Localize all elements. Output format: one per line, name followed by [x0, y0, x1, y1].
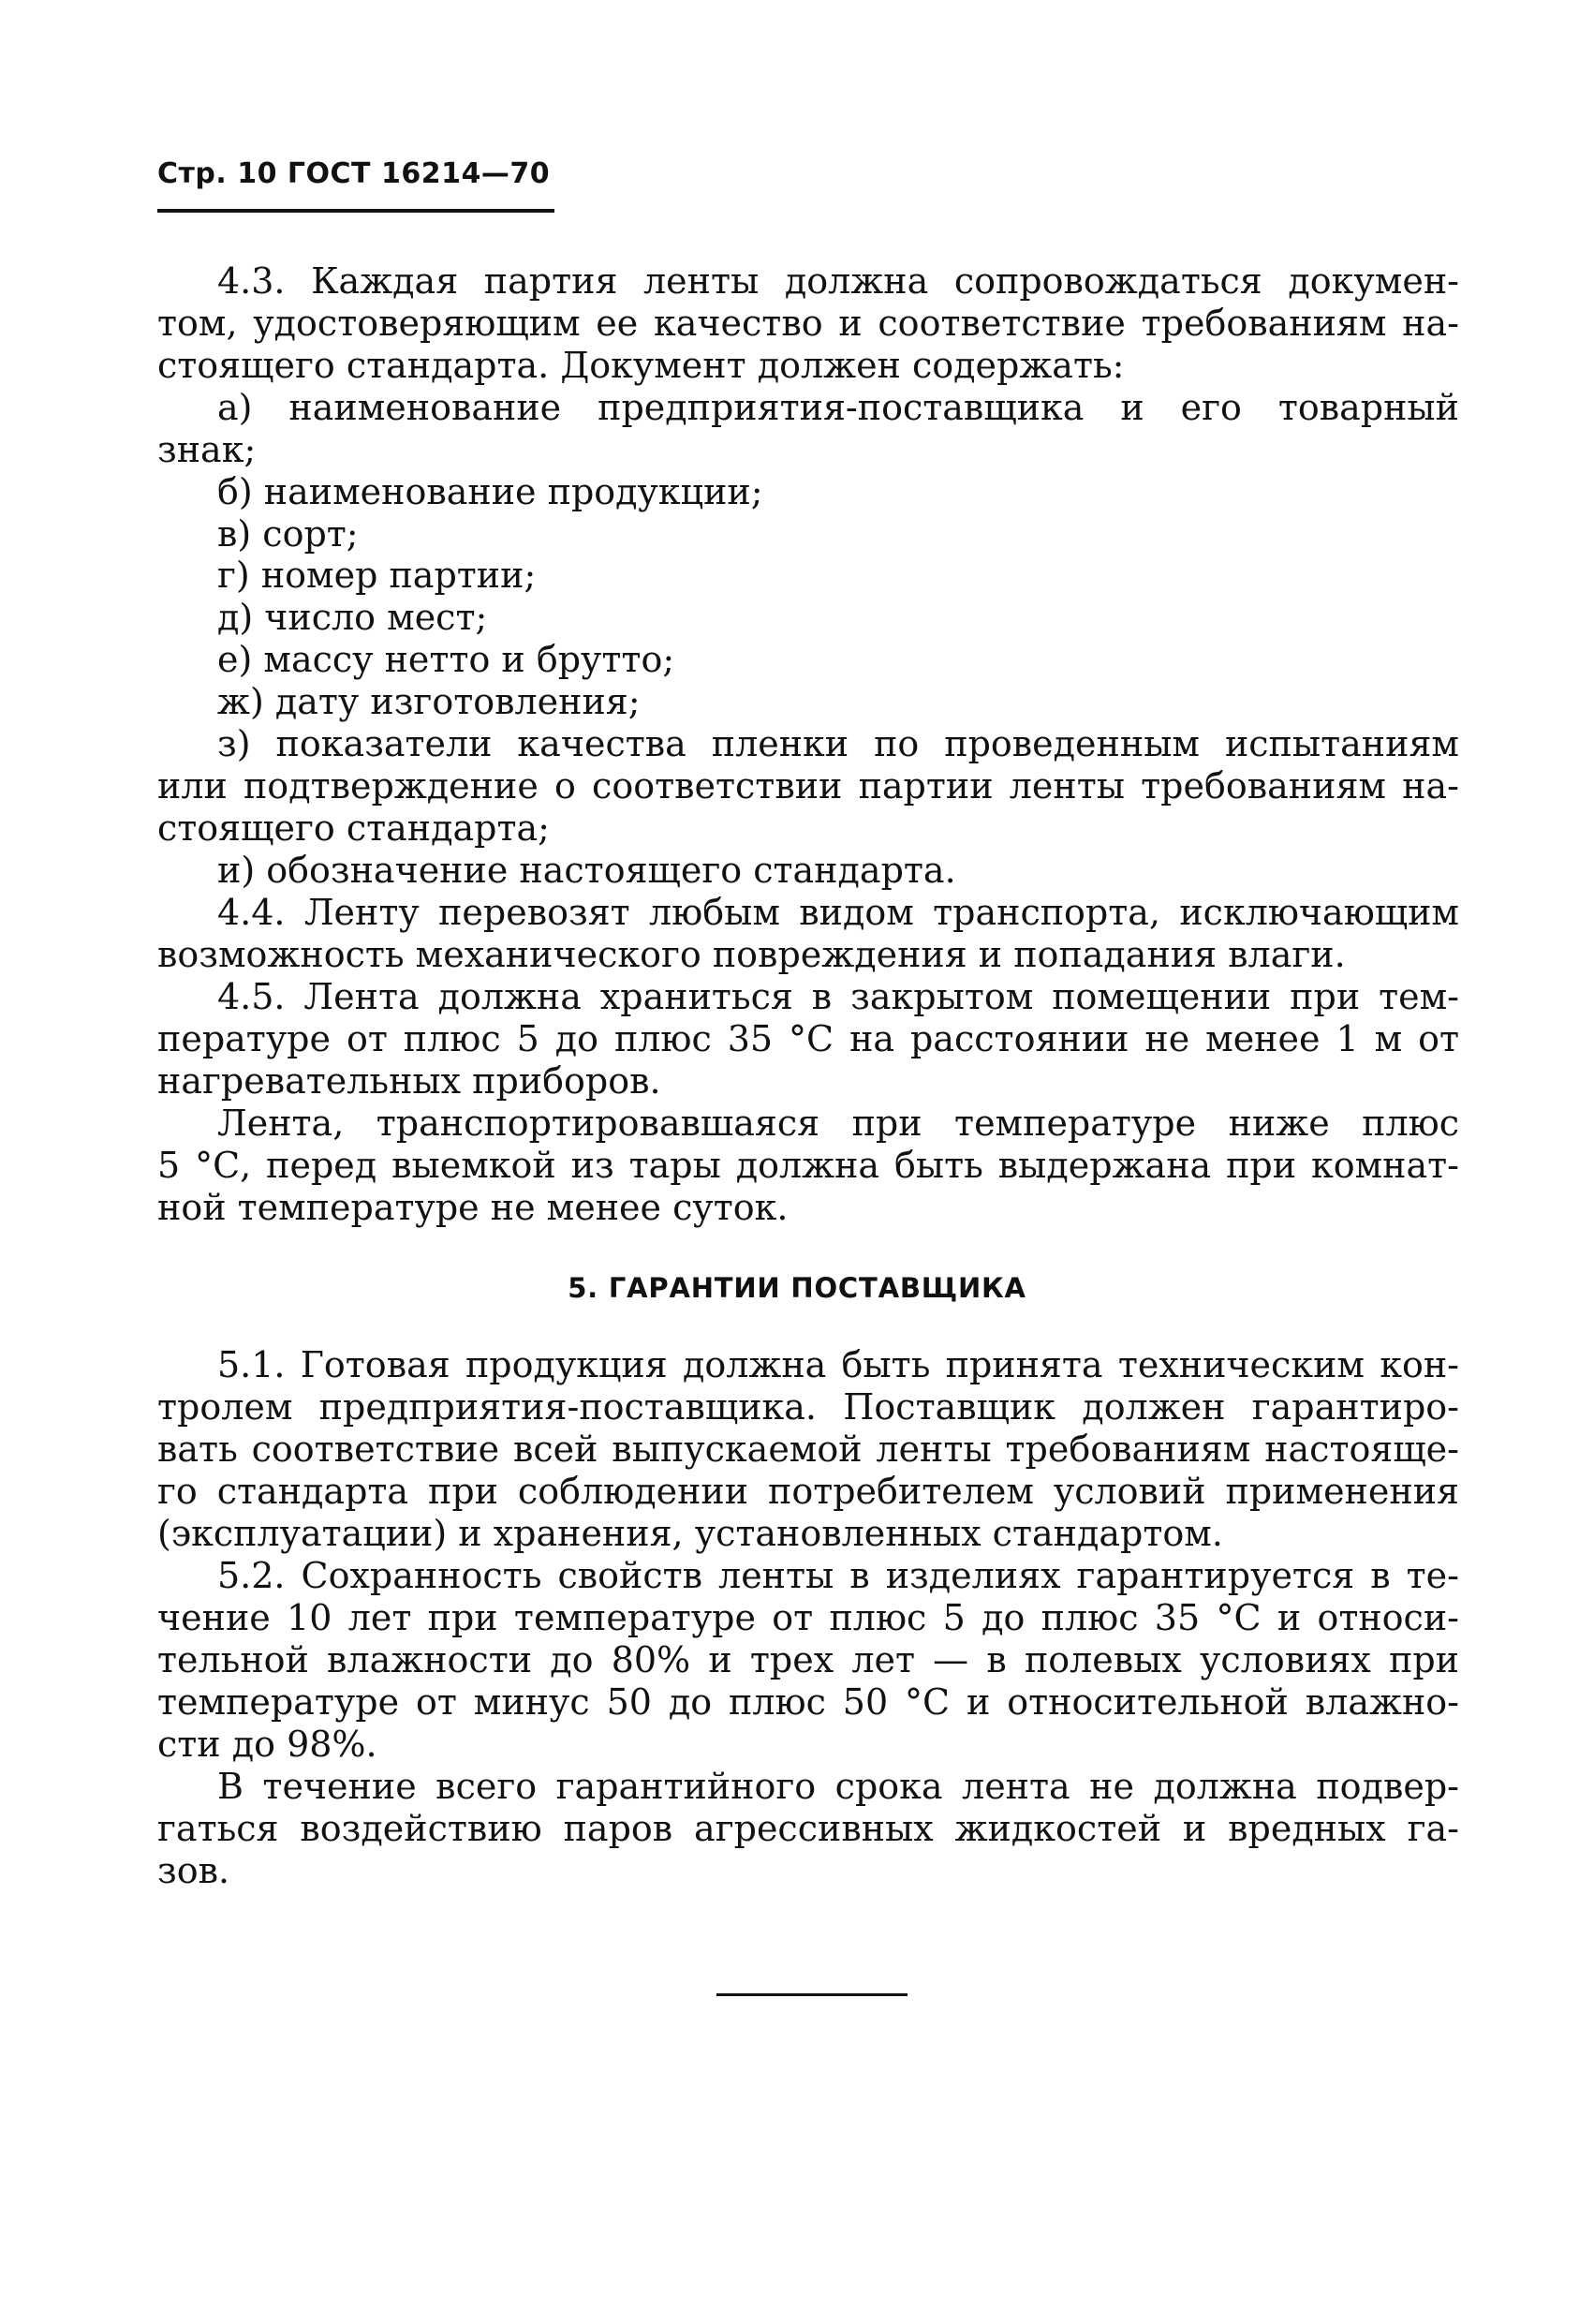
text-line: стоящего стандарта;	[157, 807, 550, 849]
text-line: тролем предприятия-поставщика. Поставщик должен гарантиро-	[157, 1386, 1459, 1428]
text-line: 5.2. Сохранность свойств ленты в изделиях гарантируется в те-	[217, 1555, 1459, 1596]
list-item: д) число мест;	[217, 597, 488, 638]
list-item: а) наименование предприятия-поставщика и его товарный	[217, 387, 1459, 428]
section-title: 5. ГАРАНТИИ ПОСТАВЩИКА	[568, 1272, 1026, 1304]
text-line: возможность механического повреждения и попадания влаги.	[157, 934, 1346, 975]
text-line: или подтверждение о соответствии партии ленты требованиям на-	[157, 765, 1459, 807]
list-item: ж) дату изготовления;	[217, 681, 641, 722]
text-line: Лента, транспортировавшаяся при температуре ниже плюс	[217, 1103, 1459, 1144]
text-line: том, удостоверяющим ее качество и соответствие требованиям на-	[157, 303, 1459, 344]
text-line: температуре от минус 50 до плюс 50 °С и относительной влажно-	[157, 1681, 1459, 1723]
text-line: знак;	[157, 429, 257, 470]
list-item: б) наименование продукции;	[217, 471, 763, 512]
end-rule	[716, 1993, 908, 1996]
text-line: вать соответствие всей выпускаемой ленты требованиям настояще-	[157, 1428, 1459, 1470]
text-line: сти до 98%.	[157, 1724, 377, 1765]
list-item: в) сорт;	[217, 513, 359, 555]
list-item: з) показатели качества пленки по проведенным испытаниям	[217, 723, 1459, 764]
page-header: Стр. 10 ГОСТ 16214—70	[157, 157, 551, 190]
text-line: 4.3. Каждая партия ленты должна сопровождаться докумен-	[217, 260, 1459, 302]
text-line: го стандарта при соблюдении потребителем условий применения	[157, 1471, 1459, 1512]
text-line: 5 °С, перед выемкой из тары должна быть выдержана при комнат-	[157, 1145, 1459, 1186]
text-line: чение 10 лет при температуре от плюс 5 до плюс 35 °С и относи-	[157, 1597, 1459, 1638]
text-line: стоящего стандарта. Документ должен содержать:	[157, 345, 1125, 386]
list-item: г) номер партии;	[217, 555, 537, 596]
text-line: 4.4. Ленту перевозят любым видом транспорта, исключающим	[217, 892, 1459, 933]
text-line: гаться воздействию паров агрессивных жидкостей и вредных га-	[157, 1808, 1459, 1849]
header-rule	[157, 209, 554, 213]
text-line: В течение всего гарантийного срока лента не должна подвер-	[217, 1766, 1459, 1807]
text-line: зов.	[157, 1850, 230, 1891]
text-line: пературе от плюс 5 до плюс 35 °С на расстоянии не менее 1 м от	[157, 1018, 1459, 1059]
text-line: (эксплуатации) и хранения, установленных стандартом.	[157, 1513, 1223, 1554]
list-item: и) обозначение настоящего стандарта.	[217, 850, 956, 891]
text-line: 5.1. Готовая продукция должна быть принята техническим кон-	[217, 1344, 1459, 1385]
text-line: тельной влажности до 80% и трех лет — в полевых условиях при	[157, 1639, 1459, 1680]
text-line: ной температуре не менее суток.	[157, 1187, 789, 1228]
text-line: 4.5. Лента должна храниться в закрытом помещении при тем-	[217, 976, 1459, 1017]
text-line: нагревательных приборов.	[157, 1060, 661, 1102]
list-item: е) массу нетто и брутто;	[217, 639, 675, 680]
